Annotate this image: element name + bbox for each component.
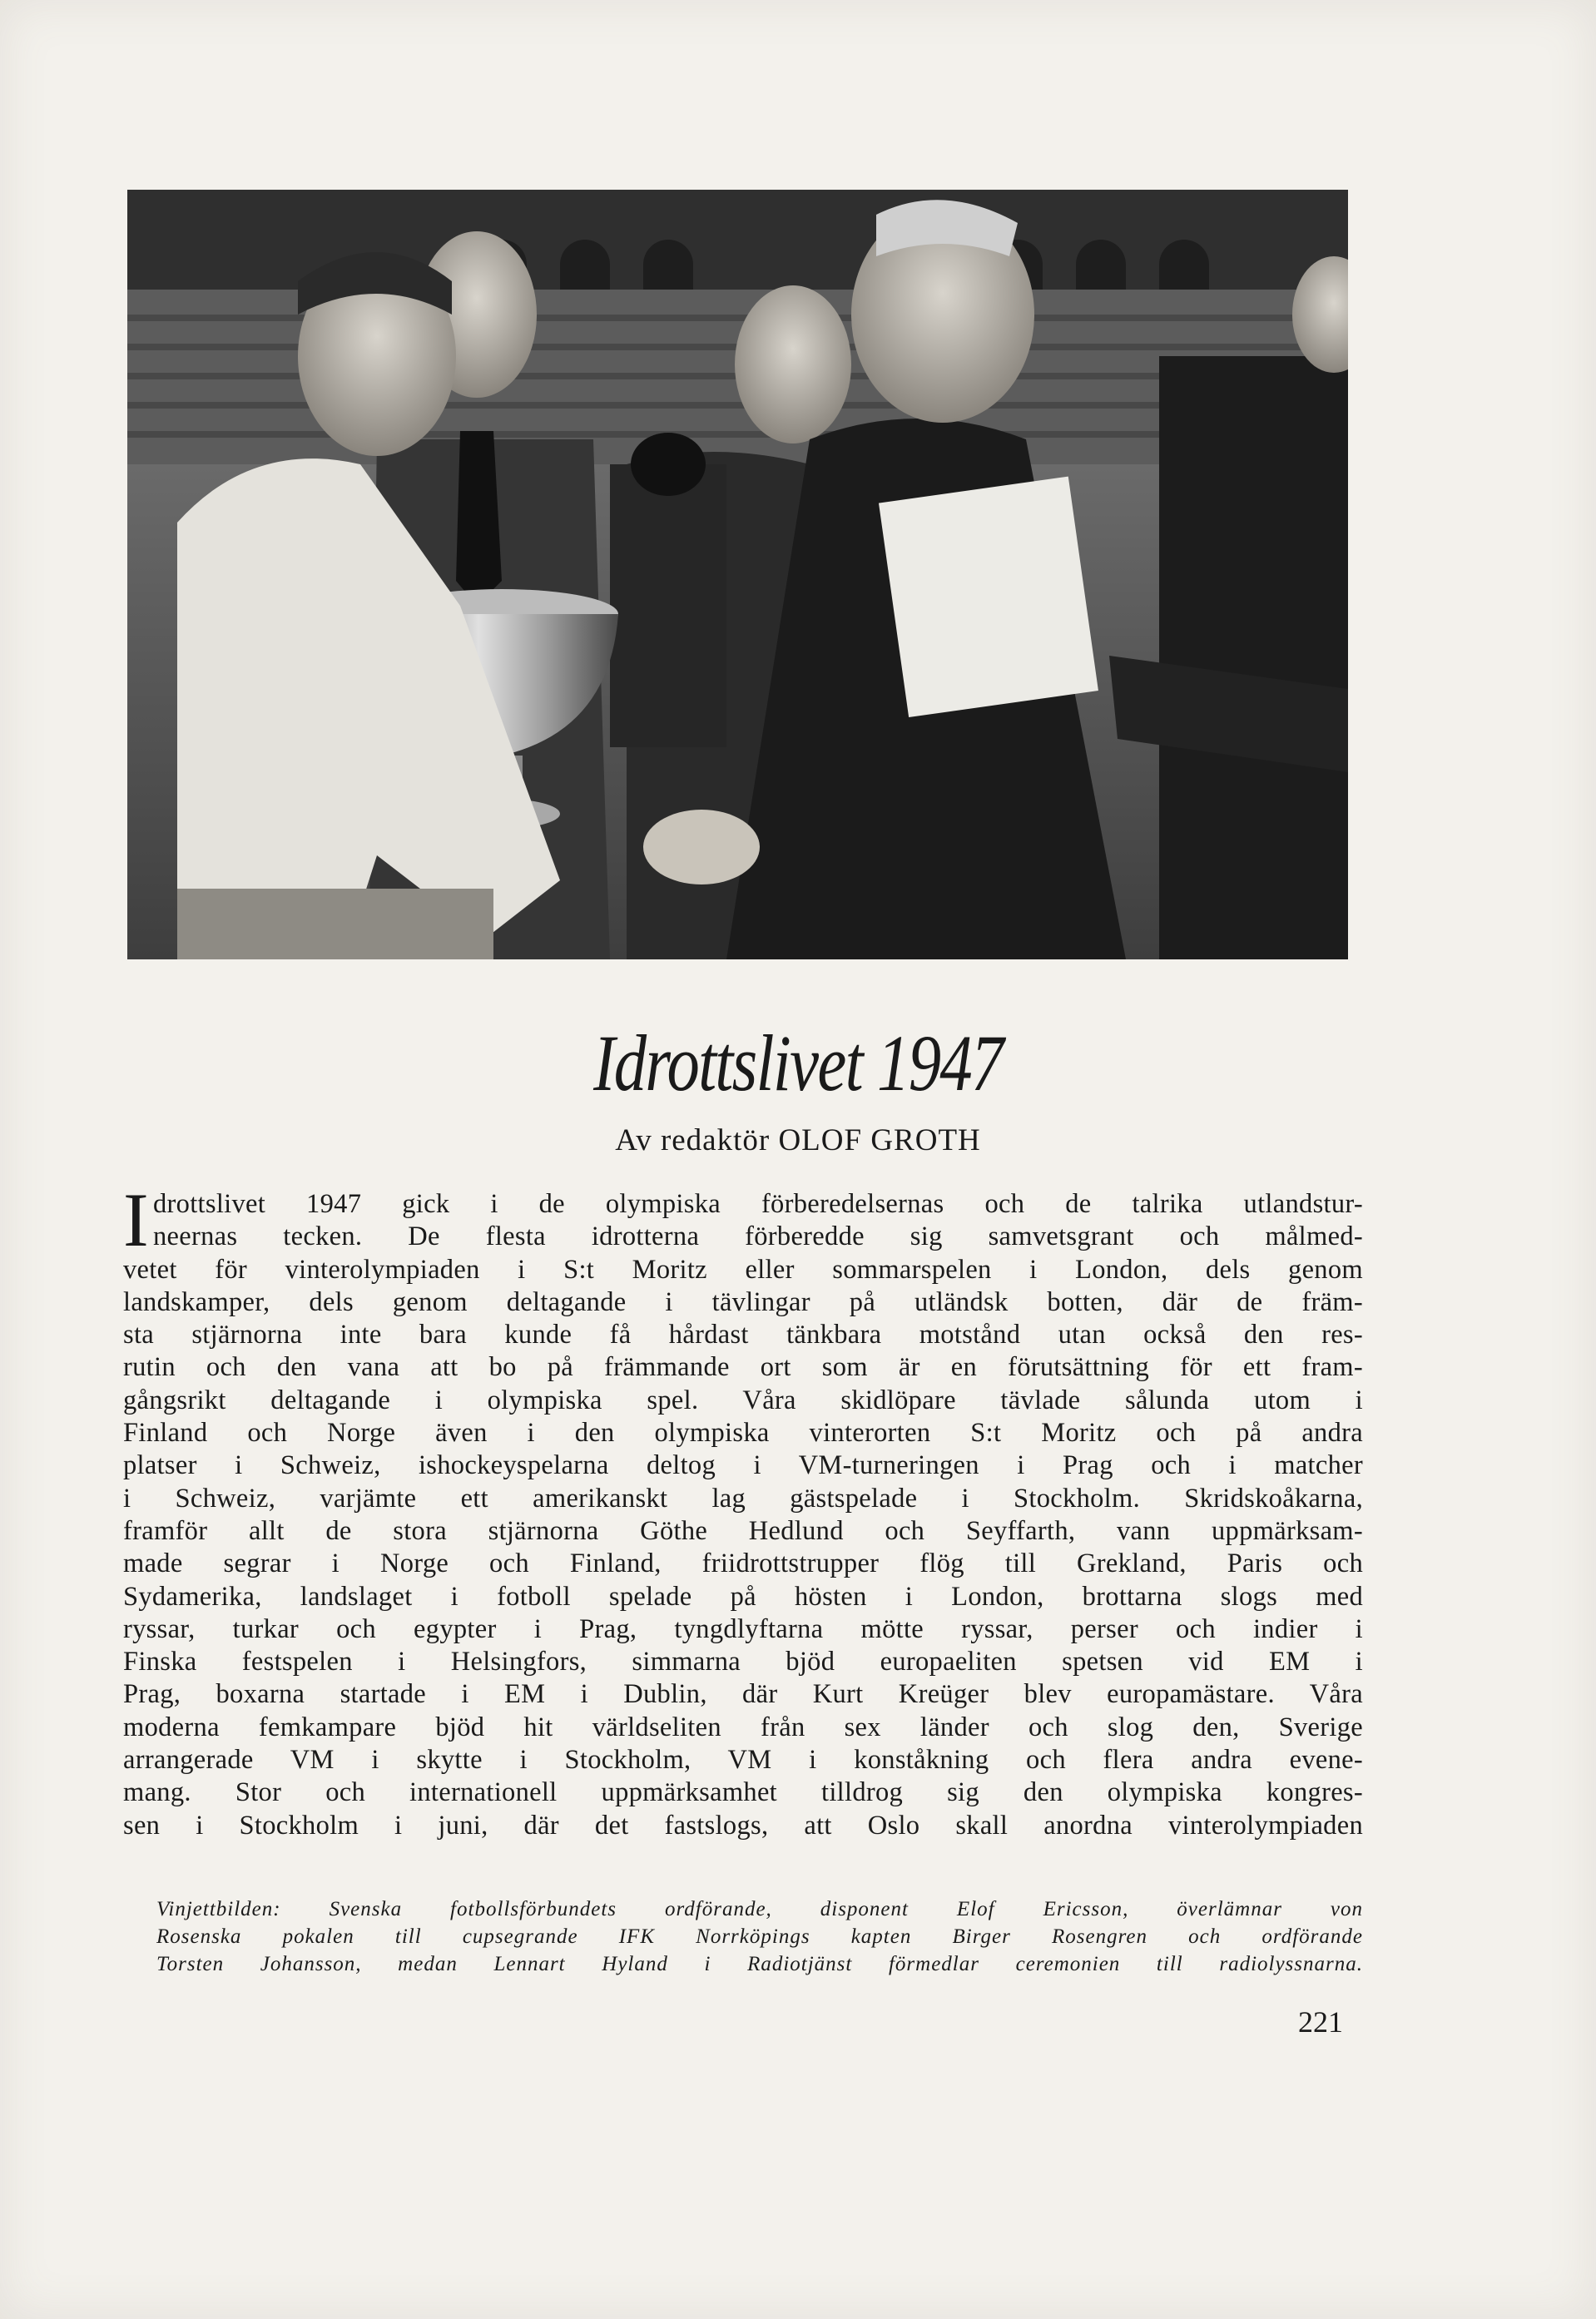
article-byline: Av redaktör OLOF GROTH bbox=[615, 1123, 981, 1157]
handshake bbox=[643, 810, 760, 884]
caption-line: Vinjettbilden: Svenska fotbollsförbundets ordförande, disponent Elof Ericsson, överlämnar von bbox=[156, 1898, 1363, 1920]
article-body bbox=[123, 1188, 1363, 1842]
body-line: vetet för vinterolympiaden i S:t Moritz eller sommarspelen i London, dels genom bbox=[123, 1254, 1363, 1285]
body-line: mang. Stor och internationell uppmärksamhet tilldrog sig den olympiska kongres- bbox=[123, 1777, 1363, 1808]
ceremony-photo bbox=[127, 190, 1348, 959]
document-sheet bbox=[879, 477, 1098, 717]
photo-caption bbox=[156, 1895, 1363, 1978]
body-line: moderna femkampare bjöd hit världseliten från sex länder och slog den, Sverige bbox=[123, 1712, 1363, 1742]
body-line: drottslivet 1947 gick i de olympiska förberedelsernas och de talrika utlandstur- bbox=[153, 1189, 1363, 1219]
man-right-edge bbox=[1159, 256, 1348, 959]
body-line: rutin och den vana att bo på främmande ort som är en förutsättning för ett fram- bbox=[123, 1352, 1363, 1383]
drop-cap: I bbox=[123, 1177, 149, 1262]
page-number: 221 bbox=[1298, 2005, 1343, 2039]
body-line: framför allt de stora stjärnorna Göthe Hedlund och Seyffarth, vann uppmärksam- bbox=[123, 1515, 1363, 1546]
caption-line: Rosenska pokalen till cupsegrande IFK Norrköpings kapten Birger Rosengren och ordförande bbox=[156, 1925, 1363, 1948]
body-line: gångsrikt deltagande i olympiska spel. Våra skidlöpare tävlade sålunda utom i bbox=[123, 1385, 1363, 1415]
body-line: sen i Stockholm i juni, där det fastslogs, att Oslo skall anordna vinterolympiaden bbox=[123, 1810, 1363, 1841]
body-line: arrangerade VM i skytte i Stockholm, VM i konståkning och flera andra evene- bbox=[123, 1745, 1363, 1776]
body-line: Prag, boxarna startade i EM i Dublin, där Kurt Kreüger blev europamästare. Våra bbox=[123, 1679, 1363, 1710]
article-title: Idrottslivet 1947 bbox=[593, 1018, 1003, 1107]
body-line: platser i Schweiz, ishockeyspelarna deltog i VM-turneringen i Prag och i matcher bbox=[123, 1450, 1363, 1481]
body-line: Finland och Norge även i den olympiska vinterorten S:t Moritz och på andra bbox=[123, 1418, 1363, 1449]
body-line: Finska festspelen i Helsingfors, simmarna bjöd europaeliten spetsen vid EM i bbox=[123, 1647, 1363, 1677]
body-line: neernas tecken. De flesta idrotterna förberedde sig samvetsgrant och målmed- bbox=[153, 1221, 1363, 1252]
microphone bbox=[631, 433, 706, 496]
caption-line: Torsten Johansson, medan Lennart Hyland i Radiotjänst förmedlar ceremonien till radiolyssnarna. bbox=[156, 1953, 1363, 1975]
body-line: landskamper, dels genom deltagande i tävlingar på utländsk botten, där de främ- bbox=[123, 1286, 1363, 1317]
body-line: i Schweiz, varjämte ett amerikanskt lag gästspelade i Stockholm. Skridskoåkarna, bbox=[123, 1483, 1363, 1514]
body-line: ryssar, turkar och egypter i Prag, tyngdlyftarna mötte ryssar, perser och indier i bbox=[123, 1613, 1363, 1644]
body-line: made segrar i Norge och Finland, friidrottstrupper flög till Grekland, Paris och bbox=[123, 1548, 1363, 1579]
body-line: sta stjärnorna inte bara kunde få hårdast tänkbara motstånd utan också den res- bbox=[123, 1320, 1363, 1350]
body-line: Sydamerika, landslaget i fotboll spelade på hösten i London, brottarna slogs med bbox=[123, 1581, 1363, 1612]
